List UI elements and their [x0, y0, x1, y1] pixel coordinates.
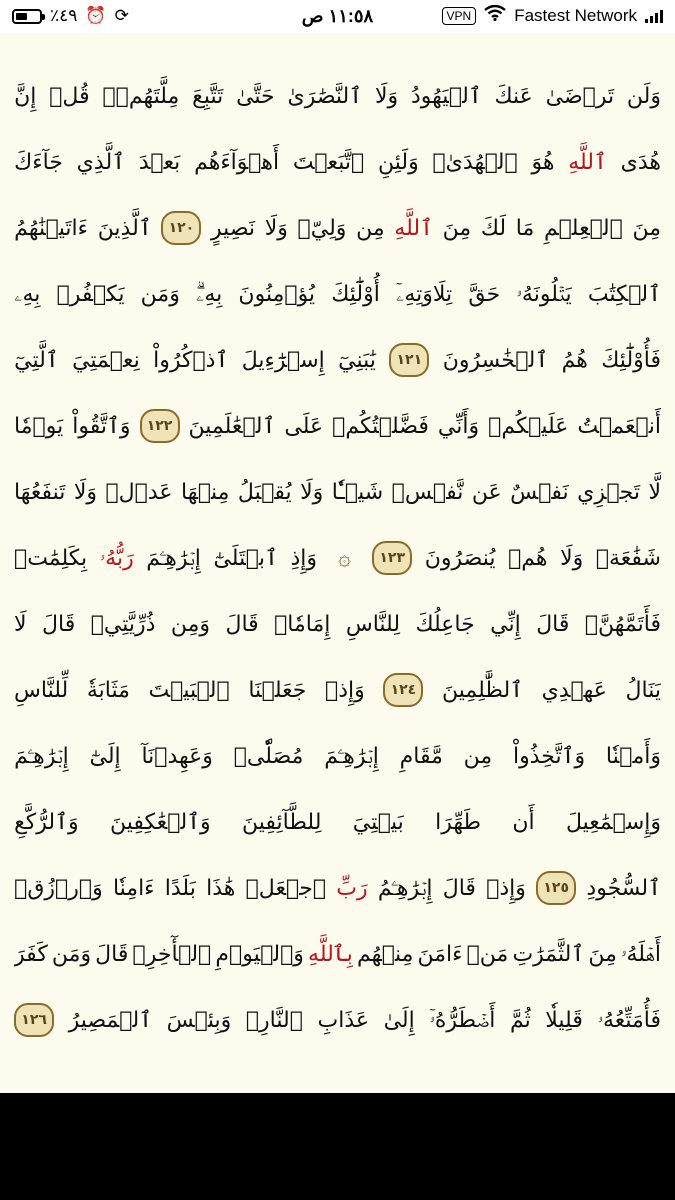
quran-word[interactable]: عَلَى — [284, 413, 324, 439]
quran-word[interactable]: لَكَ — [480, 215, 507, 241]
quran-word[interactable]: ٱلۡمَصِيرُ — [68, 1007, 153, 1033]
quran-word[interactable]: أَهۡلَهُۥ — [621, 941, 661, 967]
quran-word[interactable]: ٱذۡكُرُواْ — [153, 347, 229, 373]
quran-line — [14, 393, 661, 459]
quran-line — [14, 591, 661, 657]
quran-word[interactable]: إِنَّ — [14, 83, 37, 109]
quran-word[interactable]: ٱلَّذِينَ — [97, 215, 152, 241]
quran-word[interactable]: حَقَّ — [468, 281, 501, 307]
quran-line — [14, 459, 661, 525]
quran-word[interactable]: ءَامَنَ — [417, 941, 463, 967]
quran-word[interactable]: وَلَا — [73, 479, 97, 505]
quran-word[interactable]: وَعَهِدۡنَآ — [141, 743, 213, 769]
quran-line — [14, 129, 661, 195]
rub-el-hizb-icon: ۞ — [338, 545, 352, 571]
quran-word[interactable]: أَهۡوَآءَهُم — [194, 149, 280, 175]
divine-name-word[interactable]: رَبِّ — [336, 875, 368, 901]
quran-word[interactable]: مِنۡهَا — [180, 479, 230, 505]
quran-word[interactable]: بَيۡتِيَ — [352, 809, 404, 835]
quran-word[interactable]: وَإِذۡ — [486, 875, 526, 901]
quran-word[interactable]: نَصِيرٍ — [211, 215, 256, 241]
quran-word[interactable]: عَن — [471, 479, 502, 505]
quran-word[interactable]: ٱجۡعَلۡ — [245, 875, 327, 901]
network-name: Fastest Network — [514, 5, 637, 25]
quran-word[interactable]: يَوۡمٗا — [14, 413, 64, 439]
quran-word[interactable]: تَرۡضَىٰ — [545, 83, 615, 109]
quran-word[interactable]: إِبۡرَٰهِـۧمَ — [146, 545, 201, 571]
status-bar — [0, 0, 675, 33]
quran-word[interactable]: قَالَ — [95, 941, 129, 967]
quran-line — [14, 525, 661, 591]
quran-line — [14, 63, 661, 129]
quran-line — [14, 723, 661, 789]
quran-word[interactable]: ٱلنَّصَٰرَىٰ — [287, 83, 363, 109]
quran-word[interactable]: مِلَّتَهُمۡۗ — [102, 83, 180, 109]
quran-word[interactable]: مِنَ — [442, 215, 472, 241]
quran-word[interactable]: مَّقَامِ — [399, 743, 443, 769]
quran-word[interactable]: إِسۡرَٰٓءِيلَ — [241, 347, 325, 373]
quran-word[interactable]: وَبِئۡسَ — [166, 1007, 232, 1033]
quran-word[interactable]: طَهِّرَا — [435, 809, 481, 835]
quran-word[interactable]: لِّلنَّاسِ — [14, 677, 69, 703]
quran-word[interactable]: يُقۡبَلُ — [237, 479, 292, 505]
quran-word[interactable]: وَٱلۡعَٰكِفِينَ — [109, 809, 211, 835]
quran-word[interactable]: وَلَا — [264, 215, 288, 241]
quran-word[interactable]: ٱلۡأٓخِرِۚ — [132, 941, 212, 967]
quran-word[interactable]: قَالَ — [442, 875, 476, 901]
quran-word[interactable]: وَٱتَّخِذُواْ — [513, 743, 586, 769]
quran-word[interactable]: فَضَّلۡتُكُمۡ — [332, 413, 429, 439]
quran-word[interactable]: ثُمَّ — [509, 1007, 531, 1033]
quran-word[interactable]: بِهِۦۗ — [195, 281, 223, 307]
divine-name-word[interactable]: رَبُّهُۥ — [99, 545, 134, 571]
quran-text — [14, 63, 661, 1053]
quran-word[interactable]: عَهۡدِي — [541, 677, 607, 703]
quran-word[interactable]: ٱلۡخَٰسِرُونَ — [442, 347, 549, 373]
quran-word[interactable]: ٱلۡبَيۡتَ — [148, 677, 230, 703]
quran-word[interactable]: شَيۡـٔٗا — [331, 479, 384, 505]
quran-word[interactable]: إِبۡرَٰهِـۧمَ — [324, 743, 379, 769]
quran-line — [14, 261, 661, 327]
quran-word[interactable]: نِعۡمَتِيَ — [72, 347, 140, 373]
quran-word[interactable]: أُوْلَٰٓئِكَ — [331, 281, 380, 307]
ayah-number-marker[interactable]: ١٢٥ — [536, 871, 576, 905]
alarm-icon: ⏰ — [85, 6, 107, 25]
quran-word[interactable]: وَٱرۡزُقۡ — [14, 875, 103, 901]
ayah-number-marker[interactable]: ١٢٢ — [140, 409, 180, 443]
quran-line — [14, 195, 661, 261]
quran-word[interactable]: ٱتَّبَعۡتَ — [292, 149, 365, 175]
quran-word[interactable]: وَٱتَّقُواْ — [72, 413, 131, 439]
quran-word[interactable]: تِلَاوَتِهِۦٓ — [396, 281, 453, 307]
quran-word[interactable]: ٱلۡهُدَىٰۗ — [432, 149, 518, 175]
quran-word[interactable]: ٱبۡتَلَىٰٓ — [213, 545, 278, 571]
quran-word[interactable]: وَلَا — [374, 83, 399, 109]
quran-word[interactable]: وَإِذۡ — [325, 677, 365, 703]
quran-word[interactable]: لَا — [14, 611, 27, 637]
quran-word[interactable]: فَأَتَمَّهُنَّۖ — [584, 611, 661, 637]
quran-word[interactable]: ٱلظَّٰلِمِينَ — [442, 677, 524, 703]
quran-word[interactable]: مِنۡهُم — [356, 941, 414, 967]
quran-word[interactable]: ٱلثَّمَرَٰتِ — [512, 941, 585, 967]
quran-word[interactable]: عَدۡلٞ — [105, 479, 173, 505]
quran-word[interactable]: مِنَ — [588, 941, 617, 967]
quran-word[interactable]: هُمۡ — [508, 545, 548, 571]
quran-word[interactable]: وَٱلرُّكَّعِ — [14, 809, 79, 835]
quran-word[interactable]: قَلِيلٗا — [545, 1007, 583, 1033]
quran-line — [14, 789, 661, 855]
ayah-number-marker[interactable]: ١٢٤ — [383, 673, 423, 707]
quran-word[interactable]: قَالَ — [536, 611, 570, 637]
quran-word[interactable]: وَمَن — [140, 281, 180, 307]
quran-word[interactable]: بَلَدًا — [164, 875, 196, 901]
quran-word[interactable]: تَنفَعُهَا — [14, 479, 66, 505]
quran-word[interactable]: لَّا — [648, 479, 661, 505]
quran-word[interactable]: وَإِسۡمَٰعِيلَ — [565, 809, 661, 835]
quran-word[interactable]: وَلَا — [560, 545, 584, 571]
bottom-black-area — [0, 1093, 675, 1200]
quran-word[interactable]: هُدَى — [620, 149, 661, 175]
quran-word[interactable]: إِلَىٰٓ — [89, 743, 121, 769]
quran-word[interactable]: هَٰذَا — [206, 875, 236, 901]
quran-word[interactable]: نَّفۡسٖ — [391, 479, 464, 505]
vpn-icon: VPN — [442, 7, 477, 25]
quran-word[interactable]: ٱلسُّجُودِ — [586, 875, 661, 901]
quran-line — [14, 855, 661, 921]
quran-word[interactable]: جَآءَكَ — [14, 149, 63, 175]
quran-word[interactable]: مَا — [515, 215, 535, 241]
quran-word[interactable]: مِن — [356, 215, 385, 241]
quran-word[interactable]: جَاعِلُكَ — [415, 611, 475, 637]
quran-word[interactable]: جَعَلۡنَا — [248, 677, 307, 703]
quran-word[interactable]: فَأُوْلَٰٓئِكَ — [601, 347, 661, 373]
quran-word[interactable]: قَالَ — [225, 611, 259, 637]
quran-word[interactable]: مَنۡ — [466, 941, 509, 967]
quran-word[interactable]: ٱلنَّارِۖ — [245, 1007, 303, 1033]
quran-word[interactable]: يَٰبَنِيٓ — [338, 347, 376, 373]
quran-line — [14, 327, 661, 393]
quran-word[interactable]: يُؤۡمِنُونَ — [238, 281, 316, 307]
quran-word[interactable]: ٱلۡكِتَٰبَ — [587, 281, 661, 307]
quran-word[interactable]: وَلَا — [300, 479, 324, 505]
quran-word[interactable]: عَنكَ — [494, 83, 533, 109]
quran-word[interactable]: ٱلَّذِي — [76, 149, 126, 175]
quran-word[interactable]: مَثَابَةٗ — [86, 677, 130, 703]
quran-word[interactable]: يُنصَرُونَ — [424, 545, 496, 571]
quran-word[interactable]: إِبۡرَٰهِـۧمَ — [14, 743, 69, 769]
signal-icon — [645, 9, 663, 23]
quran-word[interactable]: وَلَئِنِ — [377, 149, 419, 175]
quran-word[interactable]: ٱلۡعِلۡمِ — [543, 215, 623, 241]
ayah-number-marker[interactable]: ١٢٣ — [372, 541, 412, 575]
quran-word[interactable]: هُوَ — [531, 149, 555, 175]
quran-word[interactable]: إِمَامٗاۖ — [274, 611, 331, 637]
quran-word[interactable]: عَلَيۡكُمۡ — [488, 413, 569, 439]
quran-word[interactable]: أَنۡعَمۡتُ — [577, 413, 661, 439]
quran-word[interactable]: ٱلَّتِيٓ — [14, 347, 59, 373]
quran-line — [14, 657, 661, 723]
quran-word[interactable]: نَفۡسٌ — [510, 479, 569, 505]
quran-word[interactable]: كَفَرَ — [14, 941, 48, 967]
quran-word[interactable]: أَن — [512, 809, 535, 835]
quran-word[interactable]: لِلنَّاسِ — [345, 611, 401, 637]
quran-word[interactable]: ءَاتَيۡنَٰهُمُ — [14, 215, 89, 241]
quran-word[interactable]: قُلۡ — [49, 83, 90, 109]
quran-word[interactable]: يَكۡفُرۡ — [56, 281, 125, 307]
quran-word[interactable]: إِلَىٰ — [383, 1007, 415, 1033]
quran-word[interactable]: ءَامِنٗا — [112, 875, 155, 901]
quran-word[interactable]: لِلطَّآئِفِينَ — [242, 809, 322, 835]
quran-word[interactable]: تَتَّبِعَ — [192, 83, 224, 109]
quran-word[interactable]: ذُرِّيَّتِيۖ — [90, 611, 156, 637]
quran-word[interactable]: إِبۡرَٰهِـۧمُ — [377, 875, 433, 901]
quran-word[interactable]: وَأَنِّي — [437, 413, 480, 439]
quran-word[interactable]: يَتۡلُونَهُۥ — [516, 281, 572, 307]
quran-word[interactable]: ٱلۡيَهُودُ — [410, 83, 482, 109]
battery-percent: ٪٤٩ — [50, 6, 78, 25]
quran-word[interactable]: وَلِيّٖ — [297, 215, 347, 241]
quran-word[interactable]: حَتَّىٰ — [236, 83, 275, 109]
quran-word[interactable]: قَالَ — [42, 611, 76, 637]
quran-word[interactable]: وَإِذِ — [290, 545, 318, 571]
quran-word[interactable]: مِنَ — [632, 215, 661, 241]
divine-name-word[interactable]: ٱللَّهِ — [568, 149, 607, 175]
ayah-number-marker[interactable]: ١٢٠ — [161, 211, 201, 245]
quran-word[interactable]: يَنَالُ — [625, 677, 661, 703]
divine-name-word[interactable]: ٱللَّهِ — [394, 215, 433, 241]
quran-word[interactable]: مُصَلّٗىۖ — [233, 743, 304, 769]
quran-word[interactable]: تَجۡزِي — [577, 479, 640, 505]
quran-word[interactable]: أَضۡطَرُّهُۥٓ — [429, 1007, 496, 1033]
quran-line — [14, 921, 661, 987]
quran-word[interactable]: شَفَٰعَةٞ — [595, 545, 661, 571]
ayah-number-marker[interactable]: ١٢٦ — [14, 1003, 54, 1037]
quran-word[interactable]: هُمُ — [561, 347, 588, 373]
quran-word[interactable]: وَٱلۡيَوۡمِ — [215, 941, 304, 967]
ayah-number-marker[interactable]: ١٢١ — [389, 343, 429, 377]
quran-word[interactable]: فَأُمَتِّعُهُۥ — [597, 1007, 661, 1033]
quran-word[interactable]: بَعۡدَ — [138, 149, 181, 175]
quran-word[interactable]: عَذَابِ — [317, 1007, 369, 1033]
mushaf-page[interactable] — [0, 33, 675, 1093]
quran-word[interactable]: وَأَمۡنٗا — [605, 743, 661, 769]
quran-word[interactable]: وَمِن — [170, 611, 211, 637]
quran-word[interactable]: بِكَلِمَٰتٖ — [14, 545, 88, 571]
status-right — [442, 5, 664, 26]
quran-word[interactable]: ٱلۡعَٰلَمِينَ — [188, 413, 276, 439]
divine-name-word[interactable]: بِٱللَّهِ — [308, 941, 353, 967]
quran-word[interactable]: مِن — [463, 743, 493, 769]
wifi-icon — [484, 5, 506, 26]
quran-word[interactable]: بِهِۦ — [14, 281, 41, 307]
quran-line — [14, 987, 661, 1053]
quran-word[interactable]: وَمَن — [51, 941, 92, 967]
status-time: ١١:٥٨ ص — [301, 6, 374, 26]
quran-word[interactable]: وَلَن — [626, 83, 661, 109]
orientation-lock-icon: ⟳ — [114, 6, 129, 25]
quran-word[interactable]: إِنِّي — [490, 611, 521, 637]
